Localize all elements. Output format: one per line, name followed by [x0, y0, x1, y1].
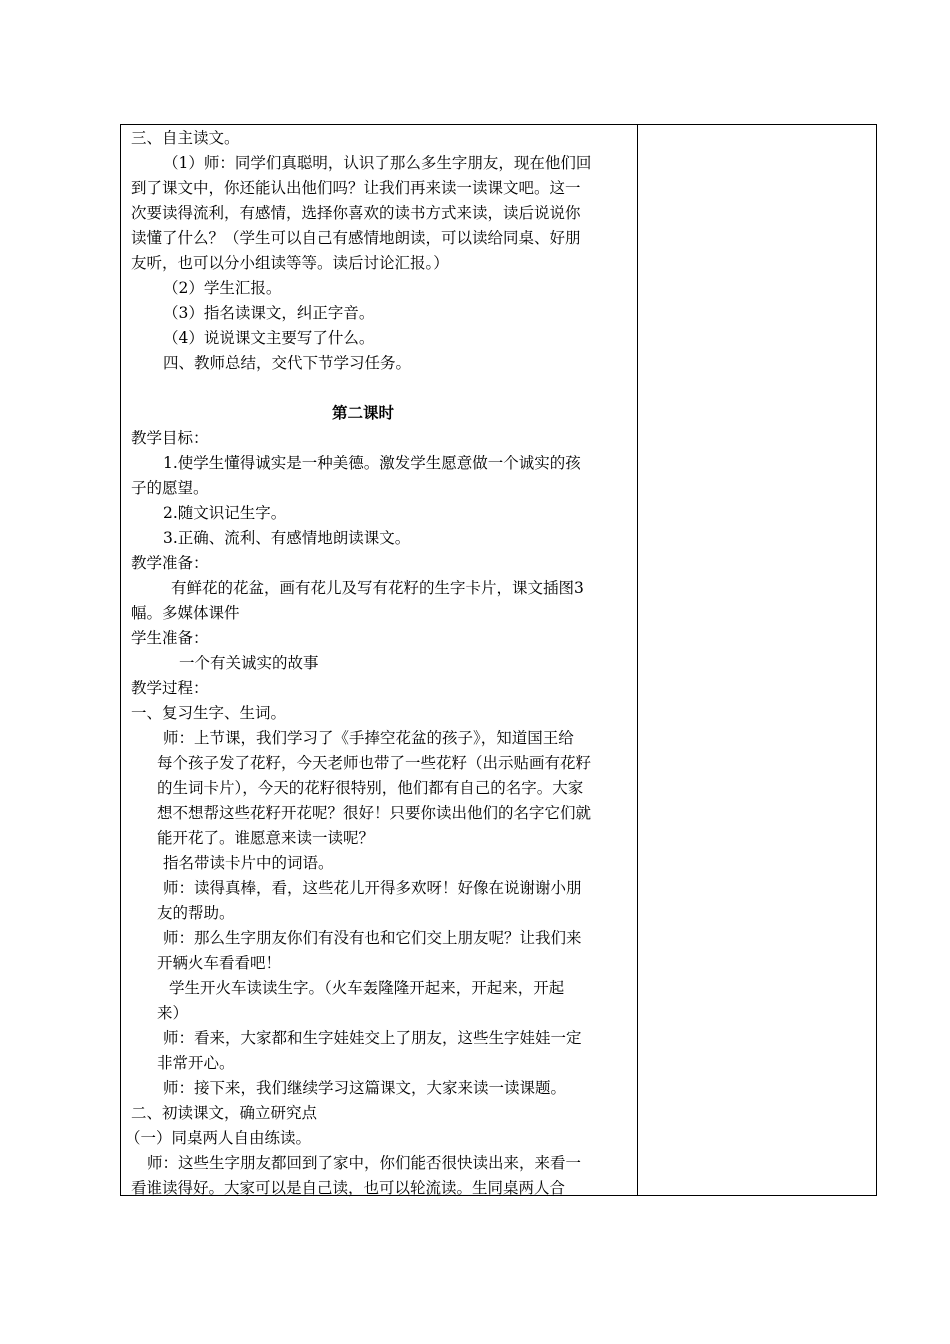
- text-line: 每个孩子发了花籽，今天老师也带了一些花籽（出示贴画有花籽: [157, 754, 592, 772]
- text-line: 四、教师总结，交代下节学习任务。: [163, 354, 412, 372]
- text-line: 读懂了什么？（学生可以自己有感情地朗读，可以读给同桌、好朋: [131, 229, 581, 247]
- text-line: （3）指名读课文，纠正字音。: [163, 304, 375, 322]
- text-line: 学生开火车读读生字。（火车轰隆隆开起来，开起来，开起: [169, 979, 565, 997]
- text-line: 2.随文识记生字。: [163, 504, 287, 522]
- text-line: 非常开心。: [157, 1054, 235, 1072]
- text-line: 想不想帮这些花籽开花呢？很好！只要你读出他们的名字它们就: [157, 804, 592, 822]
- text-line: 师：看来，大家都和生字娃娃交上了朋友，这些生字娃娃一定: [163, 1029, 582, 1047]
- text-line: 友听，也可以分小组读等等。读后讨论汇报。）: [131, 254, 449, 272]
- text-line: 三、自主读文。: [131, 129, 240, 147]
- text-line: 指名带读卡片中的词语。: [163, 854, 334, 872]
- text-line: 师：上节课，我们学习了《手捧空花盆的孩子》，知道国王给: [163, 729, 574, 747]
- notes-cell: [638, 125, 876, 1195]
- text-line: 友的帮助。: [157, 904, 235, 922]
- text-line: （2）学生汇报。: [163, 279, 282, 297]
- text-line: 3.正确、流利、有感情地朗读课文。: [163, 529, 411, 547]
- text-line: 的生词卡片），今天的花籽很特别，他们都有自己的名字。大家: [157, 779, 584, 797]
- lesson-plan-table: [120, 124, 877, 1196]
- text-line: 二、初读课文，确立研究点: [131, 1104, 318, 1122]
- text-line: 开辆火车看看吧！: [157, 954, 282, 972]
- text-line: 来）: [157, 1004, 189, 1022]
- text-line: 有鲜花的花盆，画有花儿及写有花籽的生字卡片，课文插图3: [171, 579, 584, 597]
- text-line: （4）说说课文主要写了什么。: [163, 329, 375, 347]
- text-line: （1）师：同学们真聪明，认识了那么多生字朋友，现在他们回: [163, 154, 592, 172]
- text-line: 教学过程：: [131, 679, 209, 697]
- text-line: 次要读得流利，有感情，选择你喜欢的读书方式来读，读后说说你: [131, 204, 581, 222]
- text-line: 师：读得真棒，看，这些花儿开得多欢呀！好像在说谢谢小朋: [163, 879, 582, 897]
- text-line: 教学目标：: [131, 429, 209, 447]
- text-line: （一）同桌两人自由练读。: [125, 1129, 312, 1147]
- text-line: 子的愿望。: [131, 479, 209, 497]
- text-line: 一个有关诚实的故事: [179, 654, 319, 672]
- text-line: 一、复习生字、生词。: [131, 704, 287, 722]
- text-line: 教学准备：: [131, 554, 209, 572]
- text-line: 能开花了。谁愿意来读一读呢？: [157, 829, 375, 847]
- text-line: 师：接下来，我们继续学习这篇课文，大家来读一读课题。: [163, 1079, 567, 1097]
- text-line: 到了课文中，你还能认出他们吗？让我们再来读一读课文吧。这一: [131, 179, 581, 197]
- text-line: 看谁读得好。大家可以是自己读，也可以轮流读。生同桌两人合: [131, 1179, 566, 1197]
- section-heading: 第二课时: [332, 404, 395, 422]
- text-line: 师：那么生字朋友你们有没有也和它们交上朋友呢？让我们来: [163, 929, 582, 947]
- text-line: 师：这些生字朋友都回到了家中，你们能否很快读出来，来看一: [147, 1154, 582, 1172]
- text-line: 幅。多媒体课件: [131, 604, 240, 622]
- text-line: 1.使学生懂得诚实是一种美德。激发学生愿意做一个诚实的孩: [163, 454, 581, 472]
- text-line: 学生准备：: [131, 629, 209, 647]
